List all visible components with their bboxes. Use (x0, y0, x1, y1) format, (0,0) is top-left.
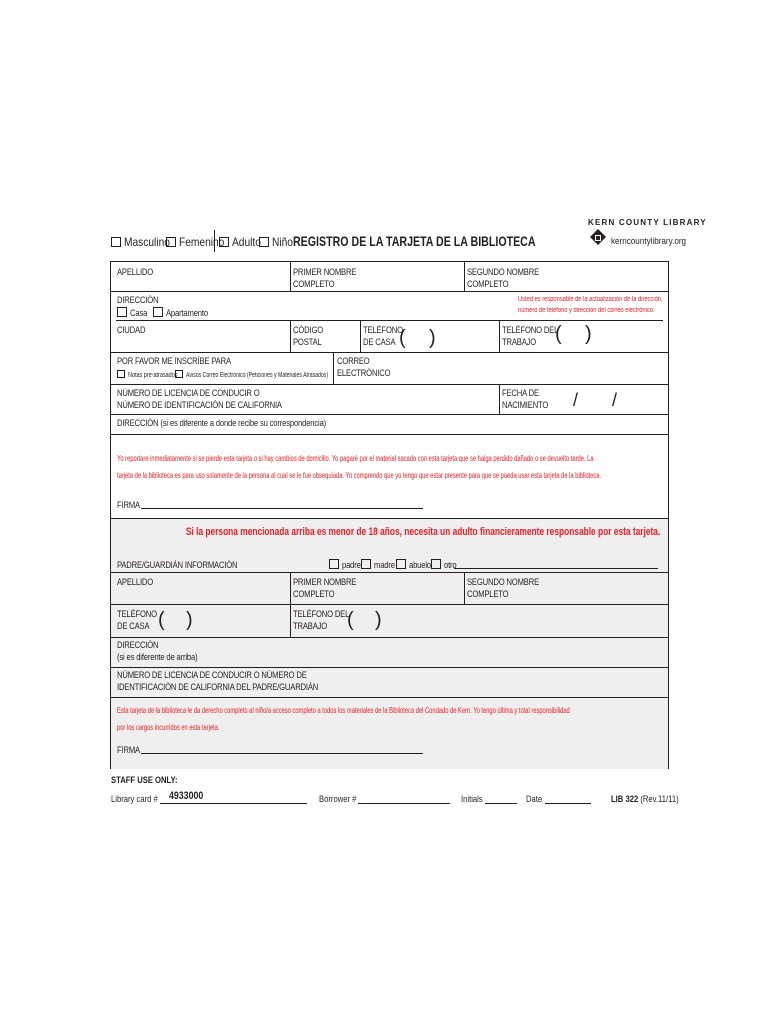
direccion-corresp-label: DIRECCIÓN (si es diferente a donde recibe su correspondencia) (117, 418, 327, 428)
guardian-work-paren-close: ) (375, 609, 382, 631)
guardian-phone-paren-close: ) (186, 609, 193, 631)
segundo-nombre-label: SEGUNDO NOMBRE COMPLETO (467, 267, 540, 289)
guardian-notice: Si la persona mencionada arriba es menor de 18 años, necesita un adulto financieramente responsable por esta tarjeta. (185, 526, 661, 538)
phone-paren-open: ( (399, 327, 406, 349)
guardian-telefono-trabajo-label: TELÉFONO DEL TRABAJO (293, 609, 350, 631)
guardian-info-label: PADRE/GUARDIÁN INFORMACIÓN (117, 560, 238, 570)
header-divider (214, 230, 215, 252)
checkbox-adulto[interactable]: Adulto (219, 235, 266, 249)
form-code: LIB 322 (Rev.11/11) (611, 794, 679, 804)
checkbox-otro[interactable]: otro (431, 559, 459, 571)
telefono-trabajo-label: TELÉFONO DEL TRABAJO (502, 325, 559, 347)
name-row (111, 262, 668, 292)
codigo-postal-label: CÓDIGO POSTAL (293, 325, 324, 347)
borrower-line[interactable] (358, 803, 450, 804)
guardian-phone-paren-open: ( (158, 609, 165, 631)
ciudad-label: CIUDAD (117, 325, 146, 335)
library-card-line[interactable] (160, 803, 307, 804)
checkbox-casa[interactable]: Casa (117, 307, 150, 319)
guardian-signature-line[interactable] (141, 753, 423, 754)
work-paren-open: ( (555, 323, 562, 345)
work-paren-close: ) (585, 323, 592, 345)
signature-line[interactable] (141, 508, 423, 509)
direccion-label: DIRECCIÓN (117, 295, 159, 305)
date-label: Date (526, 794, 543, 804)
checkbox-avisos[interactable]: Avisos Correo Electrónico (Peticiones y Materiales Atrasados) (175, 370, 378, 381)
inscribe-label: POR FAVOR ME INSCRÍBE PARA (117, 356, 231, 366)
logo-url: kerncountylibrary.org (611, 236, 687, 246)
primer-nombre-label: PRIMER NOMBRE COMPLETO (293, 267, 357, 289)
checkbox-madre[interactable]: madre (361, 559, 399, 571)
logo-name: KERN COUNTY LIBRARY (588, 218, 707, 227)
date-slash-1: / (573, 390, 579, 410)
guardian-licencia-label: NÚMERO DE LICENCIA DE CONDUCIR O NÚMERO DE IDENTIFICACIÓN DE CALIFORNIA DEL PADRE/GUARDIÁN (117, 670, 319, 692)
form-title: REGISTRO DE LA TARJETA DE LA BIBLIOTECA (293, 233, 536, 249)
library-card-label: Library card # (111, 794, 158, 804)
phone-paren-close: ) (429, 327, 436, 349)
guardian-primer-label: PRIMER NOMBRE COMPLETO (293, 577, 357, 599)
checkbox-abuelo[interactable]: abuelo (396, 559, 435, 571)
library-logo-icon (590, 229, 606, 247)
registration-form (110, 261, 669, 769)
telefono-casa-label: TELÉFONO DE CASA (363, 325, 403, 347)
firma-label: FIRMA (117, 500, 140, 510)
library-card-value: 4933000 (169, 790, 204, 802)
apellido-label: APELLIDO (117, 267, 154, 277)
guardian-segundo-label: SEGUNDO NOMBRE COMPLETO (467, 577, 540, 599)
date-slash-2: / (612, 390, 618, 410)
otro-line[interactable] (454, 568, 658, 569)
checkbox-notas[interactable]: Notas pre-atrasados (117, 370, 191, 381)
guardian-name-row (111, 572, 668, 605)
fecha-label: FECHA DE NACIMIENTO (502, 388, 549, 410)
initials-label: Initials (461, 794, 483, 804)
checkbox-apartamento[interactable]: Apartamento (153, 307, 215, 319)
checkbox-padre[interactable]: padre (329, 559, 364, 571)
applicant-statement: Yo reportare inmediatamente si se pierde esta tarjeta o si hay cambios de domicilio. Yo pagaré por el material sacado con esta tarjeta que se haiga perdido dañado o se devuelto tarde. La tarjeta de la biblioteca es para uso solamente de la persona al cual se le fue obsequiada. Yo comprendo que yo tengo que estar presente para que se pueda usar esta tarjeta de la biblioteca. (117, 454, 602, 480)
guardian-telefono-casa-label: TELÉFONO DE CASA (117, 609, 157, 631)
guardian-statement: Esta tarjeta de la biblioteca le da derecho completo al niño/a acceso completo a todos los materiales de la Biblioteca del Condado de Kern. Yo tengo última y total responsibilidad por los cargos incurridos en esta tarjeta. (117, 706, 570, 732)
borrower-label: Borrower # (319, 794, 357, 804)
checkbox-femenino[interactable]: Femenino (166, 235, 232, 249)
responsibility-note: Usted es responsable de la actualización de la dirección, número de teléfono y dirección del correo electrónico. (518, 296, 663, 314)
guardian-direccion-label: DIRECCIÓN (si es diferente de arriba) (117, 640, 198, 662)
checkbox-masculino[interactable]: Masculino (111, 235, 178, 249)
guardian-apellido-label: APELLIDO (117, 577, 154, 587)
guardian-firma-label: FIRMA (117, 745, 140, 755)
checkbox-nino[interactable]: Niño (259, 235, 297, 249)
staff-title: STAFF USE ONLY: (111, 775, 178, 785)
guardian-work-paren-open: ( (347, 609, 354, 631)
date-line[interactable] (545, 803, 591, 804)
initials-line[interactable] (485, 803, 517, 804)
licencia-label: NÚMERO DE LICENCIA DE CONDUCIR O NÚMERO DE IDENTIFICACIÓN DE CALIFORNIA (117, 388, 282, 410)
correo-label: CORREO ELECTRÓNICO (337, 356, 391, 378)
guardian-phone-row (111, 604, 668, 638)
